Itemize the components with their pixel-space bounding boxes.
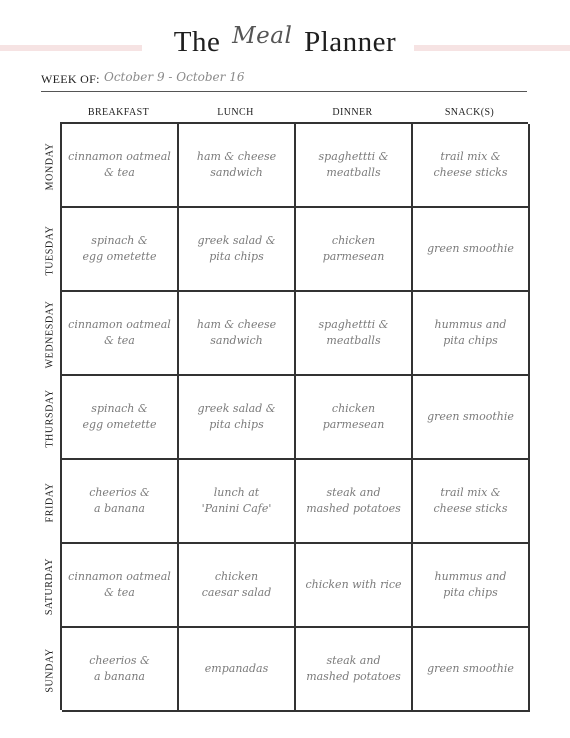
meal-cell-tuesday-breakfast [62, 208, 179, 292]
meal-cell-saturday-breakfast [62, 544, 179, 628]
meal-text: cheerios & a banana [89, 654, 150, 683]
day-label: TUESDAY [44, 225, 56, 275]
meal-cell-monday-snacks [413, 124, 530, 208]
meal-text: ham & cheese sandwich [196, 318, 277, 347]
title-planner: Planner [304, 26, 397, 58]
title-meal-script: Meal [232, 23, 293, 49]
meal-text: lunch at 'Panini Cafe' [201, 486, 272, 515]
meal-text: cinnamon oatmeal & tea [68, 570, 171, 599]
meal-text: spaghettti & meatballs [318, 318, 389, 347]
column-header-breakfast: BREAKFAST [87, 107, 150, 118]
day-label: THURSDAY [44, 388, 56, 448]
meal-cell-wednesday-lunch [179, 292, 296, 376]
day-label: MONDAY [44, 142, 56, 190]
week-label: WEEK OF: [41, 72, 100, 86]
meal-text: hummus and pita chips [434, 318, 507, 347]
meal-grid [60, 122, 528, 710]
week-value: October 9 - October 16 [104, 70, 245, 84]
meal-text: trail mix & cheese sticks [433, 486, 508, 515]
meal-cell-saturday-dinner [296, 544, 413, 628]
meal-text: steak and mashed potatoes [306, 654, 401, 683]
page-title [0, 23, 570, 59]
meal-text: spinach & egg ometette [82, 402, 157, 431]
meal-text: hummus and pita chips [434, 570, 507, 599]
meal-cell-friday-lunch [179, 460, 296, 544]
meal-text: greek salad & pita chips [197, 402, 276, 431]
meal-text: cinnamon oatmeal & tea [68, 150, 171, 179]
meal-cell-thursday-breakfast [62, 376, 179, 460]
meal-cell-thursday-lunch [179, 376, 296, 460]
column-header-dinner: DINNER [332, 107, 373, 118]
day-label: SATURDAY [44, 557, 56, 615]
meal-cell-thursday-snacks [413, 376, 530, 460]
meal-cell-tuesday-dinner [296, 208, 413, 292]
meal-cell-tuesday-lunch [179, 208, 296, 292]
meal-cell-thursday-dinner [296, 376, 413, 460]
meal-cell-sunday-breakfast [62, 628, 179, 712]
meal-cell-monday-breakfast [62, 124, 179, 208]
meal-text: green smoothie [427, 410, 514, 423]
meal-cell-friday-dinner [296, 460, 413, 544]
meal-cell-wednesday-breakfast [62, 292, 179, 376]
meal-text: green smoothie [427, 242, 514, 255]
meal-cell-wednesday-snacks [413, 292, 530, 376]
meal-cell-tuesday-snacks [413, 208, 530, 292]
meal-cell-saturday-snacks [413, 544, 530, 628]
meal-text: empanadas [204, 662, 269, 675]
week-underline [41, 91, 527, 92]
meal-text: greek salad & pita chips [197, 234, 276, 263]
meal-text: ham & cheese sandwich [196, 150, 277, 179]
meal-text: chicken parmesean [322, 234, 385, 263]
column-header-snacks: SNACK(S) [444, 107, 495, 118]
title-the: The [173, 26, 221, 58]
meal-text: spinach & egg ometette [82, 234, 157, 263]
meal-cell-sunday-lunch [179, 628, 296, 712]
meal-cell-friday-breakfast [62, 460, 179, 544]
meal-text: cheerios & a banana [89, 486, 150, 515]
meal-text: cinnamon oatmeal & tea [68, 318, 171, 347]
meal-cell-friday-snacks [413, 460, 530, 544]
meal-text: chicken caesar salad [201, 570, 272, 599]
meal-text: chicken with rice [305, 578, 402, 591]
meal-text: chicken parmesean [322, 402, 385, 431]
day-label: WEDNESDAY [44, 300, 56, 368]
meal-text: steak and mashed potatoes [306, 486, 401, 515]
meal-text: spaghettti & meatballs [318, 150, 389, 179]
meal-cell-monday-lunch [179, 124, 296, 208]
meal-cell-sunday-dinner [296, 628, 413, 712]
meal-cell-monday-dinner [296, 124, 413, 208]
meal-cell-wednesday-dinner [296, 292, 413, 376]
column-header-lunch: LUNCH [217, 107, 254, 118]
meal-cell-saturday-lunch [179, 544, 296, 628]
day-label: SUNDAY [44, 647, 56, 693]
meal-cell-sunday-snacks [413, 628, 530, 712]
meal-text: trail mix & cheese sticks [433, 150, 508, 179]
meal-text: green smoothie [427, 662, 514, 675]
day-label: FRIDAY [44, 482, 56, 522]
